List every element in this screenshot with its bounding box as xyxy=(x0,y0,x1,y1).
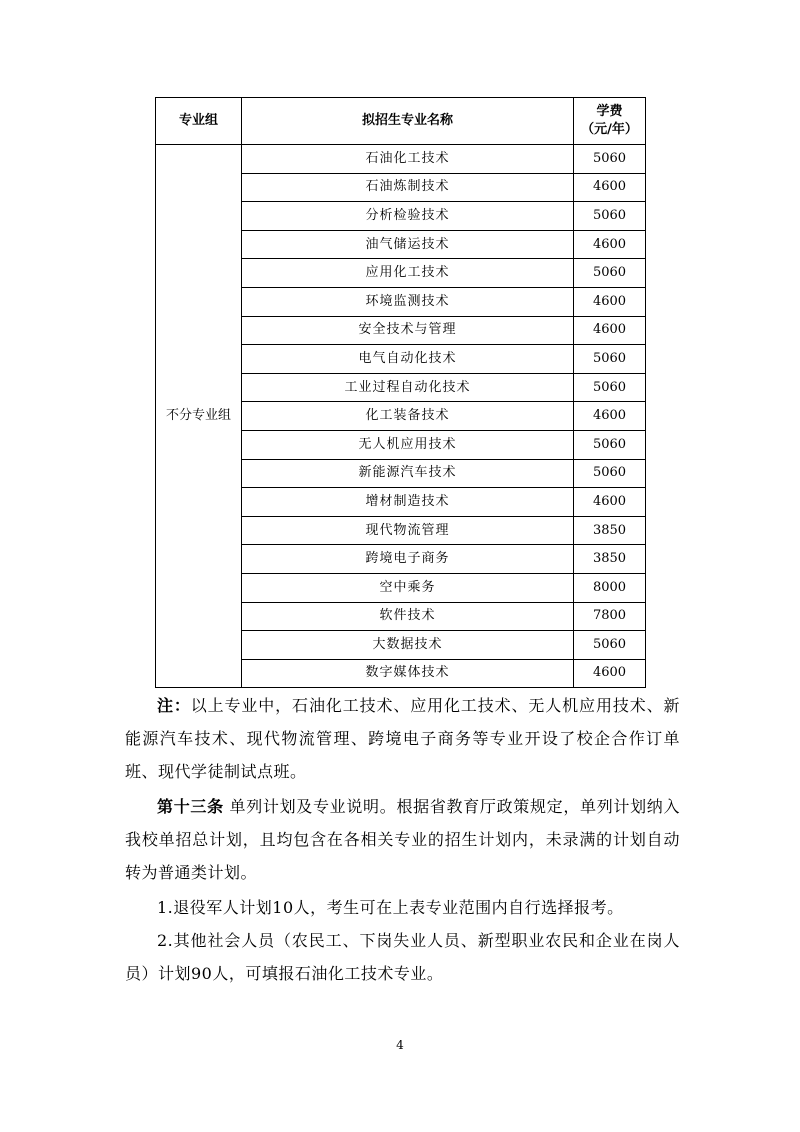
major-name-cell: 油气储运技术 xyxy=(242,230,574,259)
major-name-cell: 增材制造技术 xyxy=(242,488,574,517)
note-paragraph xyxy=(125,689,680,788)
fee-cell: 4600 xyxy=(574,230,646,259)
fee-cell: 5060 xyxy=(574,202,646,231)
fee-cell: 5060 xyxy=(574,430,646,459)
fee-cell: 4600 xyxy=(574,488,646,517)
fee-cell: 5060 xyxy=(574,145,646,174)
header-fee xyxy=(574,98,646,145)
major-name-cell: 石油化工技术 xyxy=(242,145,574,174)
fee-cell: 8000 xyxy=(574,573,646,602)
fee-cell: 5060 xyxy=(574,373,646,402)
group-cell: 不分专业组 xyxy=(156,145,242,688)
note-label: 注： xyxy=(157,696,191,715)
fee-cell: 4600 xyxy=(574,659,646,688)
note-text: 以上专业中，石油化工技术、应用化工技术、无人机应用技术、新能源汽车技术、现代物流管理、跨境电子商务等专业开设了校企合作订单班、现代学徒制试点班。 xyxy=(125,696,680,781)
major-name-cell: 石油炼制技术 xyxy=(242,173,574,202)
fee-cell: 4600 xyxy=(574,316,646,345)
major-name-cell: 工业过程自动化技术 xyxy=(242,373,574,402)
major-name-cell: 无人机应用技术 xyxy=(242,430,574,459)
fee-cell: 4600 xyxy=(574,402,646,431)
major-name-cell: 分析检验技术 xyxy=(242,202,574,231)
header-group: 专业组 xyxy=(156,98,242,145)
major-name-cell: 化工装备技术 xyxy=(242,402,574,431)
header-fee-line1: 学费 xyxy=(596,104,623,119)
article-13-text: 单列计划及专业说明。根据省教育厅政策规定，单列计划纳入我校单招总计划，且均包含在各相关专业的招生计划内，未录满的计划自动转为普通类计划。 xyxy=(125,797,680,882)
major-name-cell: 环境监测技术 xyxy=(242,287,574,316)
article-13-paragraph xyxy=(125,790,680,889)
major-name-cell: 电气自动化技术 xyxy=(242,345,574,374)
fee-cell: 5060 xyxy=(574,345,646,374)
fee-cell: 4600 xyxy=(574,173,646,202)
major-name-cell: 软件技术 xyxy=(242,602,574,631)
major-name-cell: 数字媒体技术 xyxy=(242,659,574,688)
body-text xyxy=(125,689,680,990)
item-2-paragraph: 2.其他社会人员（农民工、下岗失业人员、新型职业农民和企业在岗人员）计划90人，可填报石油化工技术专业。 xyxy=(125,931,680,983)
page-number: 4 xyxy=(396,1038,404,1052)
table-header-row xyxy=(156,98,646,145)
table-row xyxy=(156,145,646,174)
fee-cell: 5060 xyxy=(574,259,646,288)
fee-cell: 7800 xyxy=(574,602,646,631)
major-name-cell: 现代物流管理 xyxy=(242,516,574,545)
fee-cell: 4600 xyxy=(574,287,646,316)
article-13-label: 第十三条 xyxy=(157,797,224,816)
header-major-name: 拟招生专业名称 xyxy=(242,98,574,145)
fee-cell: 3850 xyxy=(574,545,646,574)
major-name-cell: 新能源汽车技术 xyxy=(242,459,574,488)
item-1-paragraph: 1.退役军人计划10人，考生可在上表专业范围内自行选择报考。 xyxy=(157,898,624,917)
fee-cell: 5060 xyxy=(574,459,646,488)
major-name-cell: 跨境电子商务 xyxy=(242,545,574,574)
fee-cell: 3850 xyxy=(574,516,646,545)
major-name-cell: 安全技术与管理 xyxy=(242,316,574,345)
major-name-cell: 空中乘务 xyxy=(242,573,574,602)
majors-table xyxy=(155,97,646,688)
major-name-cell: 大数据技术 xyxy=(242,631,574,660)
major-name-cell: 应用化工技术 xyxy=(242,259,574,288)
fee-cell: 5060 xyxy=(574,631,646,660)
header-fee-line2: （元/年） xyxy=(581,122,638,137)
